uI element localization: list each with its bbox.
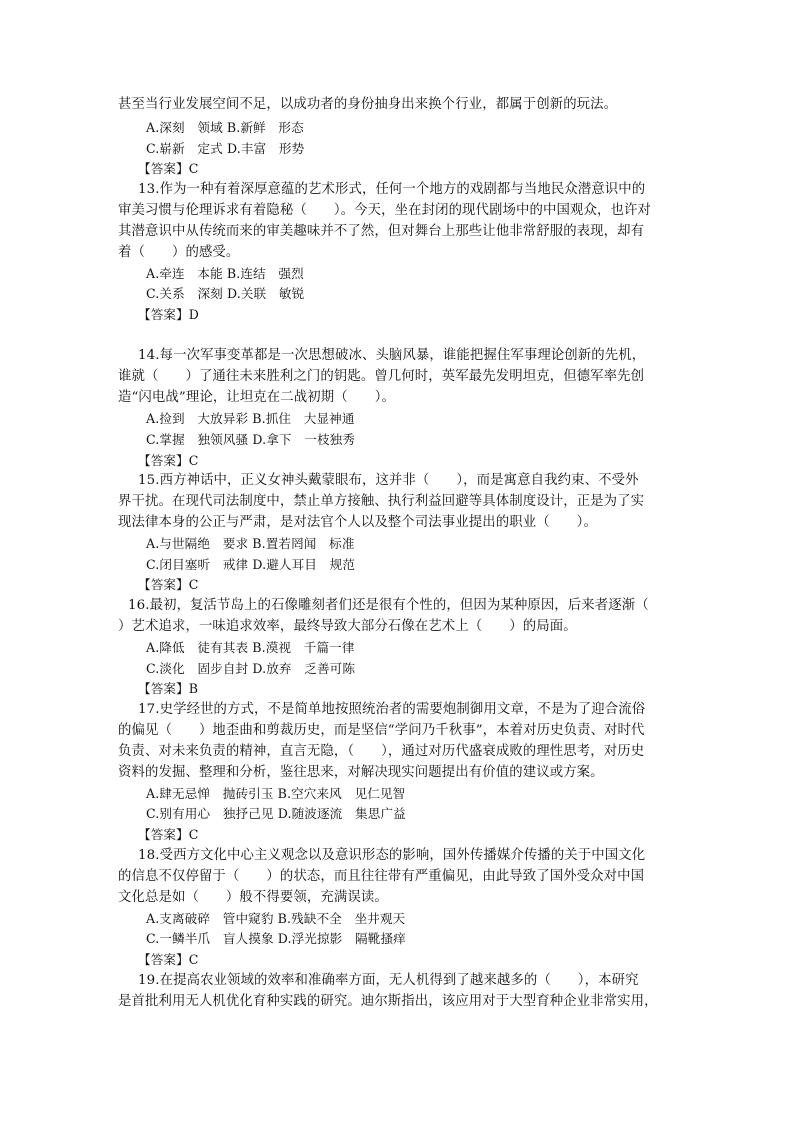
option-line: C.别有用心 独抒己见 D.随波逐流 集思广益 xyxy=(146,806,406,821)
answer-line: 【答案】D xyxy=(138,307,199,322)
answer-line: 【答案】C xyxy=(138,952,199,967)
question-18-line: 的信息不仅停留于（ ）的状态，而且往往带有严重偏见，由此导致了国外受众对中国 xyxy=(118,869,645,884)
question-15-line: 现法律本身的公正与严肃，是对法官个人以及整个司法事业提出的职业（ ）。 xyxy=(118,515,597,530)
question-13-line: 着（ ）的感受。 xyxy=(118,245,240,260)
option-line: C.崭新 定式 D.丰富 形势 xyxy=(146,141,305,156)
question-15-line: 界干扰。在现代司法制度中，禁止单方接触、执行利益回避等具体制度设计，正是为了实 xyxy=(118,494,645,509)
option-line: A.深刻 领域 B.新鲜 形态 xyxy=(146,120,304,135)
question-19-line: 是首批利用无人机优化育种实践的研究。迪尔斯指出，该应用对于大型育种企业非常实用， xyxy=(118,994,658,1009)
option-line: A.与世隔绝 要求 B.置若罔闻 标准 xyxy=(146,536,355,551)
option-line: C.闭目塞听 戒律 D.避人耳目 规范 xyxy=(146,557,356,572)
question-14-line: 谁就（ ）了通往未来胜利之门的钥匙。曾几何时，英军最先发明坦克，但德军率先创 xyxy=(118,369,645,384)
question-13-line: 审美习惯与伦理诉求有着隐秘（ ）。今天，坐在封闭的现代剧场中的中国观众，也许对 xyxy=(118,203,651,218)
question-17-line: 17.史学经世的方式，不是简单地按照统治者的需要炮制御用文章，不是为了迎合流俗 xyxy=(138,702,646,717)
option-line: A.牵连 本能 B.连结 强烈 xyxy=(146,266,304,281)
question-18-line: 文化总是如（ ）般不得要领，充满误读。 xyxy=(118,890,388,905)
question-17-line: 负责、对未来负责的精神，直言无隐，（ ），通过对历代盛衰成败的理性思考，对历史 xyxy=(118,744,645,759)
answer-line: 【答案】C xyxy=(138,577,199,592)
question-14-line: 造“闪电战”理论，让坦克在二战初期（ ）。 xyxy=(118,390,396,405)
question-17-line: 资料的发掘、整理和分析，鉴往思来，对解决现实问题提出有价值的建议或方案。 xyxy=(118,765,604,780)
option-line: A.支离破碎 管中窥豹 B.残缺不全 坐井观天 xyxy=(146,911,406,926)
question-13-line: 其潜意识中从传统而来的审美趣味并不了然，但对舞台上那些让他非常舒服的表现，却有 xyxy=(118,224,645,239)
answer-line: 【答案】C xyxy=(138,161,199,176)
option-line: C.淡化 固步自封 D.放弃 乏善可陈 xyxy=(146,661,356,676)
question-15-line: 15.西方神话中，正义女神头戴蒙眼布，这并非（ ），而是寓意自我约束、不受外 xyxy=(138,473,639,488)
option-line: A.肆无忌惮 抛砖引玉 B.空穴来风 见仁见智 xyxy=(146,786,406,801)
option-line: C.一鳞半爪 盲人摸象 D.浮光掠影 隔靴搔痒 xyxy=(146,931,406,946)
question-16-line: ）艺术追求，一味追求效率，最终导致大部分石像在艺术上（ ）的局面。 xyxy=(118,619,577,634)
option-line: C.掌握 独领风骚 D.拿下 一枝独秀 xyxy=(146,432,356,447)
question-17-line: 的偏见（ ）地歪曲和剪裁历史，而是坚信“学问乃千秋事”，本着对历史负责、对时代 xyxy=(118,723,645,738)
option-line: A.降低 徒有其表 B.漠视 千篇一律 xyxy=(146,640,355,655)
option-line: C.关系 深刻 D.关联 敏锐 xyxy=(146,286,305,301)
question-16-line: 16.最初，复活节岛上的石像雕刻者们还是很有个性的，但因为某种原因，后来者逐渐（ xyxy=(128,598,649,613)
question-14-line: 14.每一次军事变革都是一次思想破冰、头脑风暴，谁能把握住军事理论创新的先机， xyxy=(138,348,646,363)
answer-line: 【答案】C xyxy=(138,827,199,842)
answer-line: 【答案】B xyxy=(138,681,199,696)
paragraph-line: 甚至当行业发展空间不足，以成功者的身份抽身出来换个行业，都属于创新的玩法。 xyxy=(118,97,618,112)
option-line: A.捡到 大放异彩 B.抓住 大显神通 xyxy=(146,411,355,426)
question-19-line: 19.在提高农业领域的效率和准确率方面，无人机得到了越来越多的（ ），本研究 xyxy=(138,973,639,988)
question-13-line: 13.作为一种有着深厚意蕴的艺术形式，任何一个地方的戏剧都与当地民众潜意识中的 xyxy=(138,182,646,197)
answer-line: 【答案】C xyxy=(138,453,199,468)
question-18-line: 18.受西方文化中心主义观念以及意识形态的影响，国外传播媒介传播的关于中国文化 xyxy=(138,848,646,863)
